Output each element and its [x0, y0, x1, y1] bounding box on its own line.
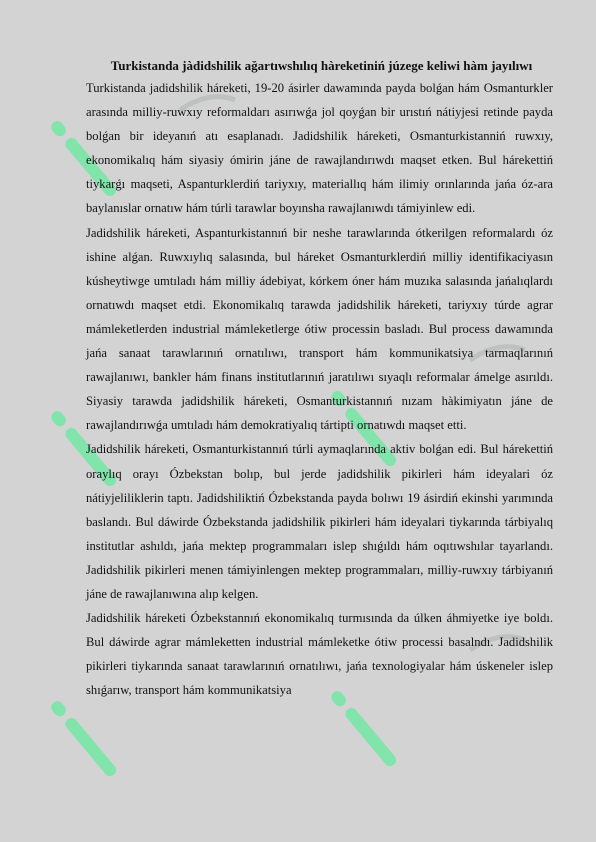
paragraph-1: Turkistanda jadidshilik háreketi, 19-20 ásirler dawamında payda bolǵan hám Osmanturkler arasında milliy-ruwxıy reformaldarı asırıwǵa jol qoyǵan bir urıstıń nátiyjesi retinde payda bolǵan bir ideyanıń atı esaplanadı. Jadidshilik háreketi, Osmanturkistanniń ruwxıy, ekonomikalıq hám siyasiy ómirin jáne de rawajlandırıwdı maqset etken. Bul hárekettiń tiykarǵı maqseti, Aspanturklerdiń tariyxıy, materiallıq hám ilimiy orınlarında jańa óz-ara baylanıslar ornatıw hám túrli tarawlar boyınsha rawajlanıwdı támiyinlew edi.	[86, 81, 553, 216]
document-page	[86, 58, 553, 702]
paragraph-2: Jadidshilik háreketi, Aspanturkistannıń bir neshe tarawlarında ótkerilgen reformalardı óz ishine alǵan. Ruwxıylıq salasında, bul háreket Osmanturklerdiń milliy identifikaciyasın kúsheytiwge umtıladı hám milliy ádebiyat, kórkem óner hám muzıka salasında jańalıqlardı ornatıwdı maqset etdi. Ekonomikalıq tarawda jadidshilik háreketi, tariyxıy túrde agrar mámleketlerden industrial mámleketlerge ótiw processin basladı. Bul process dawamında jańa sanaat tarawlarınıń ornatılıwı, transport hám kommunikatsiya tarmaqlarınıń rawajlanıwı, bankler hám finans institutlarınıń jaratılıwı sıyaqlı reformalar ámelge asırıldı. Siyasiy tarawda jadidshilik háreketi, Osmanturkistannıń nızam hàkimiyatın jáne de rawajlandırıwǵa umtıladı hám demokratiyalıq tártipti ornatıwdı maqset etti.	[86, 225, 553, 433]
paragraph-3: Jadidshilik háreketi, Osmanturkistannıń túrli aymaqlarında aktiv bolǵan edi. Bul hárekettiń oraylıq orayı Ózbekstan bolıp, bul jerde jadidshilik pikirleri hám ideyalari óz nátiyjeliliklerin taptı. Jadidshiliktiń Ózbekstanda payda bolıwı 19 ásirdiń ekinshi yarımında baslandı. Bul dáwirde Ózbekstanda jadidshilik pikirleri hám ideyalari tiykarında tárbiyalıq institutlar ashıldı, jańa mektep programmaları islep shıǵıldı hám oqıtıwshılar tayarlandı. Jadidshilik pikirleri menen támiyinlengen mektep programmaları, milliy-ruwxıy tárbiyanıń jáne de rawajlanıwına alıp kelgen.	[86, 442, 553, 601]
document-title: Turkistanda jàdidshilik ağartıwshılıq hàreketiniń júzege keliwi hàm jayılıwı	[110, 58, 533, 73]
paragraph-4: Jadidshilik háreketi Ózbekstannıń ekonomikalıq turmısında da úlken áhmiyetke iye boldı. Bul dáwirde agrar mámleketten industrial mámleketke ótiw processi basalndı. Jadidshilik pikirleri tiykarında sanaat tarawlarınıń ornatılıwı, jańa texnologiyalar hám úskeneler islep shıǵarıw, transport hám kommunikatsiya	[86, 611, 553, 698]
